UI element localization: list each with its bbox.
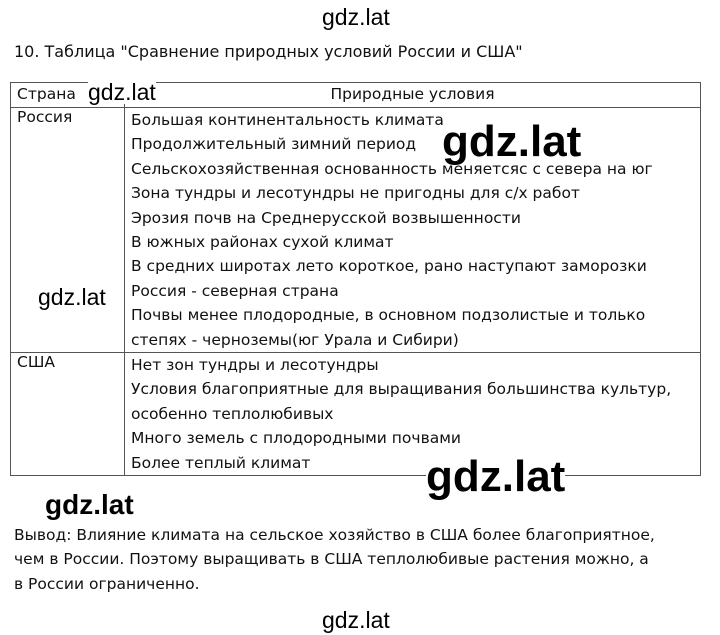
watermark-header-cell: gdz.lat [88, 79, 156, 105]
condition-line: Почвы менее плодородные, в основном подзолистые и только [131, 306, 646, 325]
conditions-russia [125, 108, 701, 353]
condition-line: Продолжительный зимний период [131, 135, 417, 154]
watermark-left: gdz.lat [38, 284, 106, 310]
condition-line: Условия благоприятные для выращивания большинства культур, [131, 380, 672, 399]
conclusion-line: в России ограниченно. [14, 574, 200, 593]
condition-line: Эрозия почв на Среднерусской возвышенности [131, 208, 521, 227]
condition-line: Зона тундры и лесотундры не пригодны для с/х работ [131, 184, 580, 203]
conclusion-line: чем в России. Поэтому выращивать в США теплолюбивые растения можно, а [14, 550, 649, 569]
country-russia: Россия [11, 108, 125, 353]
watermark-top: gdz.lat [322, 4, 390, 30]
condition-line: Россия - северная страна [131, 281, 339, 300]
header-country: Страна [11, 83, 125, 108]
table-row-usa [11, 353, 701, 476]
condition-line: степях - черноземы(юг Урала и Сибири) [131, 330, 459, 349]
conclusion-line: Вывод: Влияние климата на сельское хозяйство в США более благоприятное, [14, 526, 655, 544]
condition-line: В южных районах сухой климат [131, 233, 394, 252]
conclusion-text [14, 523, 714, 596]
condition-line: Большая континентальность климата [131, 111, 444, 129]
watermark-bottom-left: gdz.lat [45, 489, 134, 520]
watermark-large-right: gdz.lat [442, 117, 582, 166]
condition-line: Более теплый климат [131, 453, 311, 472]
conditions-usa [125, 353, 701, 476]
watermark-footer: gdz.lat [322, 607, 390, 633]
condition-line: В средних широтах лето короткое, рано наступают заморозки [131, 257, 647, 276]
condition-line: особенно теплолюбивых [131, 404, 334, 423]
condition-line: Много земель с плодородными почвами [131, 429, 461, 448]
watermark-large-bottom: gdz.lat [426, 452, 566, 501]
condition-line: Нет зон тундры и лесотундры [131, 356, 379, 375]
table-row-russia [11, 108, 701, 353]
table-heading: 10. Таблица "Сравнение природных условий России и США" [14, 42, 523, 61]
header-conditions: Природные условия [125, 83, 701, 108]
country-usa: США [11, 353, 125, 476]
comparison-table [10, 79, 701, 476]
condition-line: Сельскохозяйственная основанность меняетсяс с севера на юг [131, 159, 653, 178]
